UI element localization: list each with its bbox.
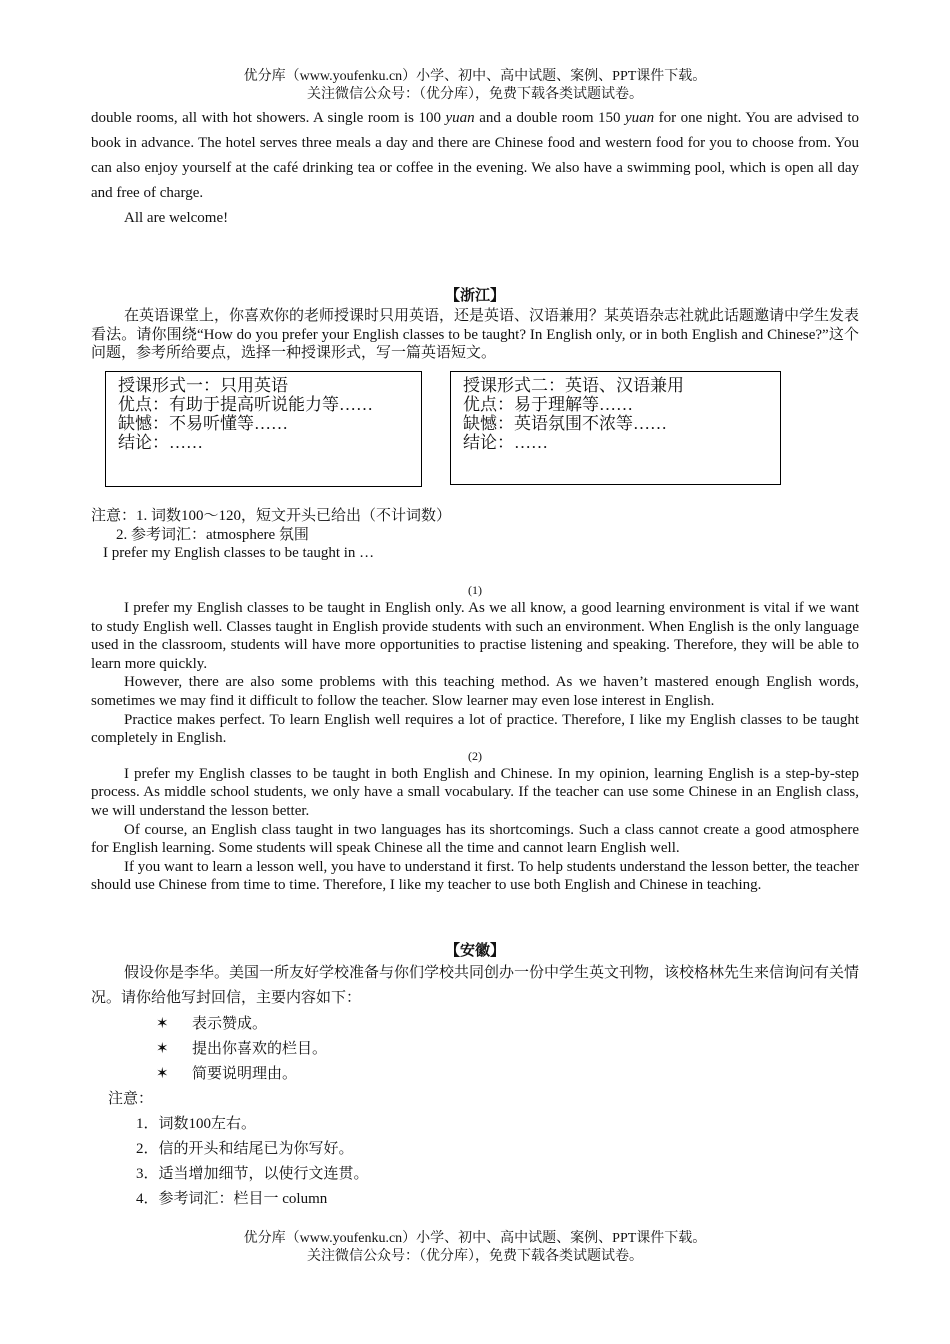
essay-label-2: (2) [468, 748, 482, 763]
hotel-paragraph-1: double rooms, all with hot showers. A single room is 100 yuan and a double room 150 yuan for one night. You are advised to book in advance. The hotel serves three meals a day and there are Chinese food and western food for you to choose from. You can also enjoy yourself at the café drinking tea or coffee in the evening. We also have a swimming pool, which is open all day and free of charge. [91, 110, 859, 201]
star-bullet-icon: ✶ [156, 1041, 169, 1057]
sample-essays [91, 581, 859, 895]
opening-sentence: I prefer my English classes to be taught in … [103, 545, 375, 562]
section-title-anhui: 【安徽】 [444, 943, 505, 959]
zhejiang-section [91, 284, 859, 363]
essay2-paragraph-2: Of course, an English class taught in two languages has its shortcomings. Such a class cannot create a good atmosphere for English learning. Some students will speak Chinese all the time and cannot learn English well. [91, 821, 859, 857]
footer-line-1: 优分库（www.youfenku.cn）小学、初中、高中试题、案例、PPT课件下载。 [243, 1231, 707, 1246]
essay2-paragraph-1: I prefer my English classes to be taught in both English and Chinese. In my opinion, learning English is a step-by-step process. As middle school students, we only have a small vocabulary. If the teacher can use some Chinese in an English class, we will understand the lesson better. [91, 765, 859, 819]
page-footer [0, 1230, 950, 1266]
note-line-2: 2. 参考词汇：atmosphere 氛围 [116, 526, 309, 543]
option-box-english-only: 授课形式一：只用英语 优点：有助于提高听说能力等…… 缺憾：不易听懂等…… 结论：…… [105, 371, 422, 487]
hotel-passage [91, 106, 859, 231]
page-header [0, 68, 950, 104]
essay1-paragraph-3: Practice makes perfect. To learn English well requires a lot of practice. Therefore, I like my English classes to be taught completely in English. [91, 711, 859, 747]
hotel-paragraph-2: All are welcome! [124, 210, 229, 226]
header-line-1: 优分库（www.youfenku.cn）小学、初中、高中试题、案例、PPT课件下载。 [243, 69, 707, 84]
bullet-item: ✶ 提出你喜欢的栏目。 [156, 1037, 327, 1062]
anhui-notes [136, 1112, 369, 1212]
essay1-paragraph-2: However, there are also some problems with this teaching method. As we haven’t mastered enough English words, sometimes we may find it difficult to follow the teacher. Slow learner may even lose interest in English. [91, 674, 859, 709]
header-line-2: 关注微信公众号：（优分库），免费下载各类试题试卷。 [307, 87, 643, 102]
anhui-bullets [156, 1012, 327, 1087]
bullet-item: ✶ 表示赞成。 [156, 1012, 327, 1037]
section-title-zhejiang: 【浙江】 [444, 288, 505, 304]
essay2-paragraph-3: If you want to learn a lesson well, you have to understand it first. To help students understand the lesson better, the teacher should use Chinese from time to time. Therefore, I like my teacher to use both English and Chinese in teaching. [91, 858, 859, 894]
anhui-note-label: 注意： [108, 1091, 154, 1107]
star-bullet-icon: ✶ [156, 1066, 169, 1082]
note-item: 2．信的开头和结尾已为你写好。 [136, 1141, 354, 1157]
option-box-bilingual: 授课形式二：英语、汉语兼用 优点：易于理解等…… 缺憾：英语氛围不浓等…… 结论：…… [450, 371, 781, 485]
note-item: 1．词数100左右。 [136, 1116, 257, 1132]
note-item: 3．适当增加细节，以使行文连贯。 [136, 1166, 369, 1182]
star-bullet-icon: ✶ [156, 1016, 169, 1032]
bullet-item: ✶ 简要说明理由。 [156, 1062, 327, 1087]
essay-label-1: (1) [468, 583, 482, 597]
zhejiang-prompt: 在英语课堂上，你喜欢你的老师授课时只用英语，还是英语、汉语兼用？某英语杂志社就此话题邀请中学生发表看法。请你围绕“How do you prefer your English classes to be taught? In English only, or in both English and Chinese?”这个问题，参考所给要点，选择一种授课形式，写一篇英语短文。 [91, 308, 860, 362]
anhui-section [91, 941, 859, 1011]
anhui-prompt: 假设你是李华。美国一所友好学校准备与你们学校共同创办一份中学生英文刊物，该校格林先生来信询问有关情况。请你给他写封回信，主要内容如下： [91, 965, 860, 1006]
note-item: 4．参考词汇：栏目一 column [136, 1191, 328, 1207]
zhejiang-notes [91, 507, 859, 563]
essay1-paragraph-1: I prefer my English classes to be taught in English only. As we all know, a good learning environment is vital if we want to study English well. Classes taught in English provide students with such an environment. When English is the only language used in the classroom, students will have more opportunities to practise listening and speaking. Therefore, they will be able to learn more quickly. [91, 600, 859, 672]
footer-line-2: 关注微信公众号：（优分库），免费下载各类试题试卷。 [307, 1249, 643, 1264]
note-line-1: 注意：1. 词数100～120，短文开头已给出（不计词数） [91, 508, 452, 524]
